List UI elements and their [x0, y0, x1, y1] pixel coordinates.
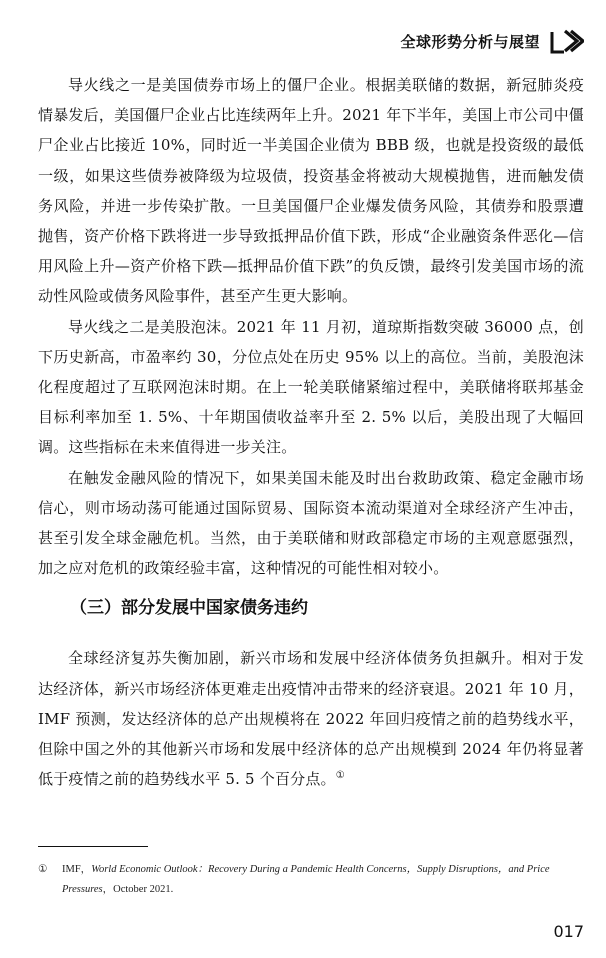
paragraph-debt-default: [38, 643, 584, 794]
footnote-prefix: IMF，: [62, 864, 92, 875]
footnote: [38, 860, 582, 900]
main-text: [38, 70, 584, 794]
page-number: 017: [553, 922, 584, 941]
running-header-title: 全球形势分析与展望: [400, 32, 540, 51]
footnote-suffix: ，October 2021.: [102, 884, 174, 895]
footnote-marker: ①: [38, 864, 48, 875]
footnote-divider: [38, 846, 148, 847]
section-heading: （三）部分发展中国家债务违约: [70, 598, 308, 619]
paragraph-stock-bubble: 导火线之二是美股泡沫。2021 年 11 月初，道琼斯指数突破 36000 点，创下历史新高，市盈率约 30，分位点处在历史 95% 以上的高位。当前，美股泡沫化程度超过了互联网泡沫时期。在上一轮美联储紧缩过程中，美联储将联邦基金目标利率加至 1. 5%、十年期国债收益率升至 2. 5% 以后，美股出现了大幅回调。这些指标在未来值得进一步关注。: [38, 317, 584, 457]
footnote-reference[interactable]: ①: [335, 770, 345, 782]
paragraph-financial-risk: 在触发金融风险的情况下，如果美国未能及时出台救助政策、稳定金融市场信心，则市场动荡可能通过国际贸易、国际资本流动渠道对全球经济产生冲击，甚至引发全球金融危机。当然，由于美联储和财政部稳定市场的主观意愿强烈，加之应对危机的政策经验丰富，这种情况的可能性相对较小。: [38, 468, 584, 578]
arrow-chevron-mark-icon: [550, 28, 584, 54]
footnote-title: World Economic Outlook：Recovery During a Pandemic Health Concerns，Supply Disruptions，and Price Pressures: [62, 864, 550, 895]
running-header: [400, 26, 584, 56]
paragraph-zombie-firms: 导火线之一是美国债券市场上的僵尸企业。根据美联储的数据，新冠肺炎疫情暴发后，美国僵尸企业占比连续两年上升。2021 年下半年，美国上市公司中僵尸企业占比接近 10%，同时近一半美国企业债为 BBB 级，也就是投资级的最低一级，如果这些债券被降级为垃圾债，投资基金将被动大规模抛售，进而触发债务风险，并进一步传染扩散。一旦美国僵尸企业爆发债务风险，其债券和股票遭抛售，资产价格下跌将进一步导致抵押品价值下跌，形成“企业融资条件恶化—信用风险上升—资产价格下跌—抵押品价值下跌”的负反馈，最终引发美国市场的流动性风险或债务风险事件，甚至产生更大影响。: [38, 76, 584, 306]
paragraph-debt-default-text: 全球经济复苏失衡加剧，新兴市场和发展中经济体债务负担飙升。相对于发达经济体，新兴市场经济体更难走出疫情冲击带来的经济衰退。2021 年 10 月，IMF 预测，发达经济体的总产出规模将在 2022 年回归疫情之前的趋势线水平，但除中国之外的其他新兴市场和发展中经济体的总产出规模到 2024 年仍将显著低于疫情之前的趋势线水平 5. 5 个百分点。: [38, 649, 584, 789]
